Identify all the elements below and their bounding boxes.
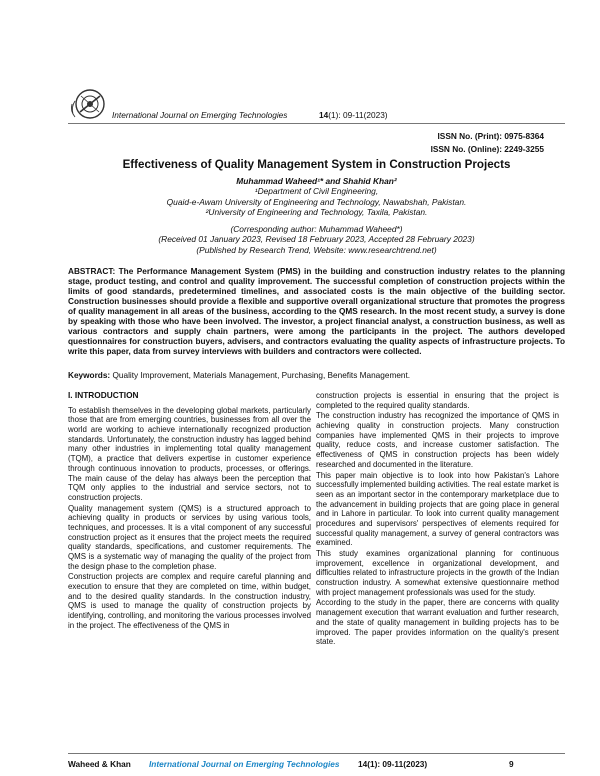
footer-divider [68,753,565,754]
affiliation-1a: ¹Department of Civil Engineering, [254,186,379,196]
paragraph: The construction industry has recognized the importance of QMS in achieving quality in construction projects. Many construction companies have implemented QMS in their projects to improve quality, reduce costs, and increase customer satisfaction. The effectiveness of QMS in construction projects has been widely researched and documented in the literature. [316,411,559,469]
affiliation-2: ²University of Engineering and Technology, Taxila, Pakistan. [205,207,428,217]
affiliation-1b: Quaid-e-Awam University of Engineering and Technology, Nawabshah, Pakistan. [166,197,467,207]
section-heading: I. INTRODUCTION [68,390,139,400]
abstract: ABSTRACT: The Performance Management System (PMS) in the building and construction industry relates to the planning stage, product testing, and control and quality improvement. The successful completion of construction projects within the limits of good standards, predetermined timelines, and associated costs is the main objective of the building sector. Construction businesses should provide a flexible and supportive overall organizational structure that promotes the progress of quality management in all areas of the business, according to the QMS research. In the most recent study, a survey is done by speaking with those who have been involved. The investor, a project financial analyst, a construction business, as well as various contractors and supply chain partners, were among the participants in the project. The authors developed questionnaires for construction buyers, advisers, and contractors evaluating the quality aspects of infrastructure projects. To write this paper, data from survey interviews with builders and contractors were collected. [68,267,565,357]
keywords-label: Keywords: [68,371,111,380]
paper-authors: Muhammad Waheed¹* and Shahid Khan² [236,176,397,186]
paragraph: To establish themselves in the developing global markets, particularly those that are from emerging countries, businesses from all over the world are working to achieve internationally recognized production standards. Unfortunately, the construction industry has lagged behind many other industries in implementing total quality management (TQM), a practice that delivers expertise in customer experience through continuous innovation to products, processes, or offerings. The main cause of the delay has always been the perception that TQM only applies to the industrial and service sectors, not to construction projects. [68,405,311,502]
footer-authors: Waheed & Khan [68,759,131,769]
header-divider [68,123,565,124]
issn-online: ISSN No. (Online): 2249-3255 [430,144,544,154]
right-column [316,391,559,648]
footer-journal: International Journal on Emerging Technologies [149,759,340,769]
corresponding-author: (Corresponding author: Muhammad Waheed*) [230,224,403,234]
publisher-note: (Published by Research Trend, Website: www.researchtrend.net) [196,245,437,255]
journal-emblem-icon [68,83,110,123]
paragraph: construction projects is essential in ensuring that the project is completed to the required quality standards. [316,391,559,410]
journal-issue: 14(1): 09-11(2023) [319,110,388,120]
page-header [68,83,568,123]
paragraph: Construction projects are complex and require careful planning and execution to ensure that they are completed on time, within budget, and to the desired quality standards. In the construction industry, QMS is used to manage the quality of construction projects by identifying, controlling, and monitoring the various processes involved in the project. The effectiveness of the QMS in [68,572,311,630]
paragraph: This paper main objective is to look into how Pakistan's Lahore successfully implemented building activities. The real estate market is seen as an important sector in the contemporary marketplace due to the advancement in building projects that are going place in general and in Lahore in particular. To look into current quality management procedures and supervisors' perspectives of elements required for successful quality management, a survey of general contractors was examined. [316,470,559,548]
keywords-text: Quality Improvement, Materials Management, Purchasing, Benefits Management. [112,371,411,380]
paragraph: According to the study in the paper, there are concerns with quality management execution that warrant evaluation and further research, and the state of quality management in building projects has to be improved. The paper provides information on the quality's present state. [316,598,559,647]
keywords [68,371,565,380]
paragraph: Quality management system (QMS) is a structured approach to achieving quality in products or services by using various tools, techniques, and processes. It is a vital component of any successful construction project as it ensures that the project meets the required quality standards, specifications, and customer requirements. The QMS is a systematic way of managing the quality of the project from the design phase to the completion phase. [68,503,311,571]
paper-title: Effectiveness of Quality Management System in Construction Projects [122,158,511,171]
journal-name: International Journal on Emerging Technologies [112,110,288,120]
paper-dates: (Received 01 January 2023, Revised 18 February 2023, Accepted 28 February 2023) [158,234,475,244]
left-column [68,391,311,632]
issn-print: ISSN No. (Print): 0975-8364 [437,131,544,141]
paragraph: This study examines organizational planning for continuous improvement, excellence in organizational development, and difficulties related to infrastructure projects in the growth of the Indian construction industry. A somewhat extensive questionnaire method with project management professionals was used for the study. [316,549,559,597]
footer-issue: 14(1): 09-11(2023) [358,759,428,769]
page-number: 9 [509,759,514,769]
